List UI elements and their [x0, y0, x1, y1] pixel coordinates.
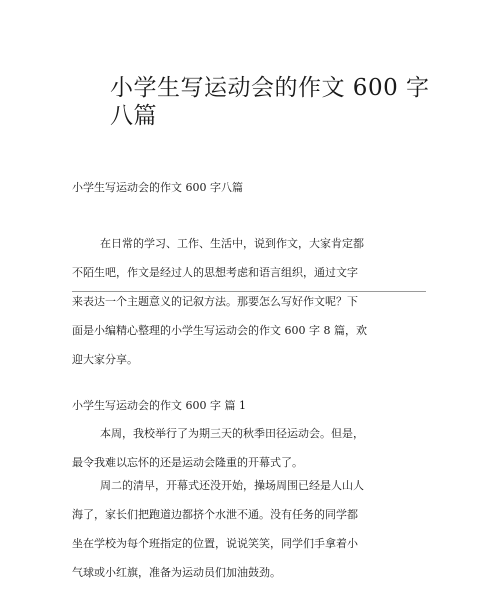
body-line: 本周，我校举行了为期三天的秋季田径运动会。但是， [100, 427, 364, 440]
body-line: 坐在学校为每个班指定的位置，说说笑笑，同学们手拿着小 [72, 537, 358, 550]
intro-line: 在日常的学习、工作、生活中，说到作文，大家肯定都 [100, 237, 364, 250]
body-line: 最令我难以忘怀的还是运动会隆重的开幕式了。 [72, 456, 303, 469]
intro-line: 迎大家分享。 [72, 353, 138, 366]
section-heading: 小学生写运动会的作文 600 字 篇 1 [72, 399, 246, 412]
document-title: 小学生写运动会的作文 600 字八篇 [110, 75, 430, 129]
document-subtitle: 小学生写运动会的作文 600 字八篇 [72, 181, 243, 194]
section-paragraph-2 [72, 478, 372, 594]
intro-line: 面是小编精心整理的小学生写运动会的作文 600 字 8 篇，欢 [72, 324, 367, 337]
intro-line: 不陌生吧，作文是经过人的思想考虑和语言组织，通过文字 [72, 266, 358, 279]
intro-paragraph [72, 236, 372, 381]
body-line: 气球或小红旗，准备为运动员们加油鼓劲。 [72, 566, 281, 579]
body-line: 海了，家长们把跑道边都挤个水泄不通。没有任务的同学都 [72, 508, 358, 521]
section-paragraph-1 [72, 426, 372, 484]
intro-line: 来表达一个主题意义的记叙方法。那要怎么写好作文呢？下 [72, 295, 358, 308]
divider-line [72, 291, 426, 292]
body-line: 周二的清早，开幕式还没开始，操场周围已经是人山人 [100, 479, 364, 492]
